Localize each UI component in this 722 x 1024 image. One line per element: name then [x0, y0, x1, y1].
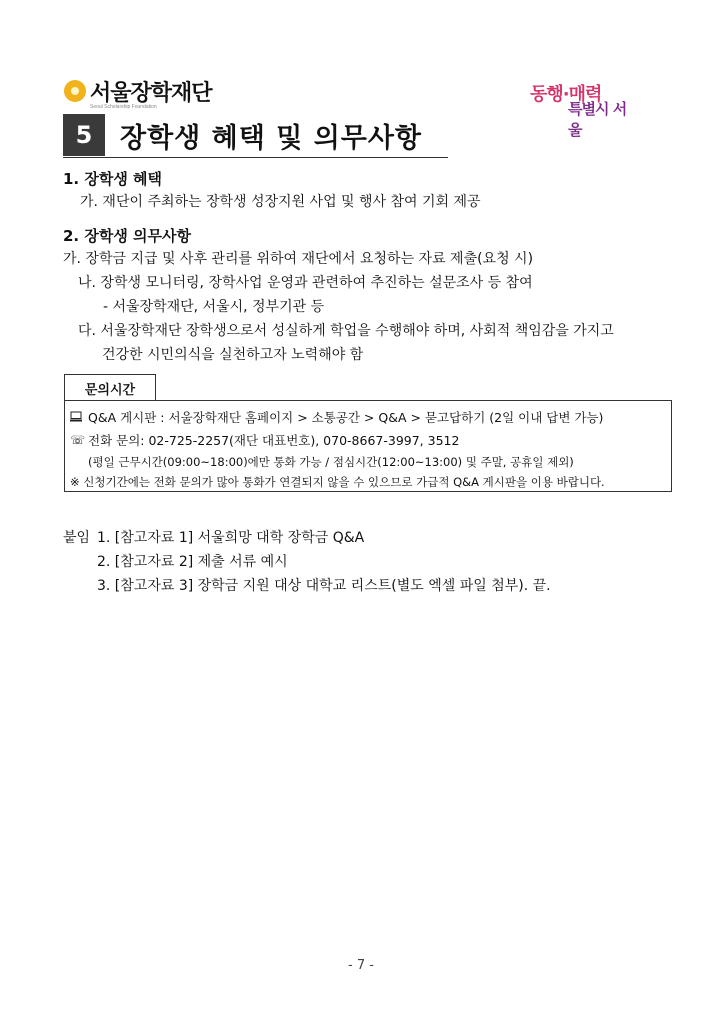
duty-item-da-cont: 건강한 시민의식을 실천하고자 노력해야 함 — [102, 347, 364, 363]
section-divider — [63, 157, 448, 158]
telephone-icon: ☏ — [70, 433, 86, 447]
logo-right-line1: 동행·매력 — [530, 84, 602, 105]
logo-right-line2: 특별시 서울 — [568, 100, 627, 139]
attachment-item: 1. [참고자료 1] 서울희망 대학 장학금 Q&A — [97, 530, 365, 546]
duty-subitem: - 서울장학재단, 서울시, 정부기관 등 — [103, 299, 325, 315]
inquiry-board-text: Q&A 게시판 : 서울장학재단 홈페이지 > 소통공간 > Q&A > 묻고답하기 (2일 이내 답변 가능) — [88, 410, 604, 425]
page-number: - 7 - — [348, 958, 374, 973]
inquiry-board-row — [70, 408, 603, 426]
inquiry-note-text: ※ 신청기간에는 전화 문의가 많아 통화가 연결되지 않을 수 있으므로 가급적 Q&A 게시판을 이용 바랍니다. — [70, 475, 605, 489]
duty-item-na: 나. 장학생 모니터링, 장학사업 운영과 관련하여 추진하는 설문조사 등 참여 — [78, 275, 533, 291]
benefits-heading: 1. 장학생 혜택 — [63, 170, 163, 188]
computer-icon — [70, 410, 83, 425]
inquiry-tab: 문의시간 — [64, 374, 156, 401]
seoul-scholarship-logo — [64, 74, 212, 108]
attachment-item: 3. [참고자료 3] 장학금 지원 대상 대학교 리스트(별도 엑셀 파일 첨부). 끝. — [97, 578, 551, 594]
inquiry-phone-row — [70, 431, 459, 449]
duties-heading: 2. 장학생 의무사항 — [63, 227, 192, 245]
attachments-label: 붙임 — [63, 530, 91, 546]
duty-item-ga: 가. 장학금 지급 및 사후 관리를 위하여 재단에서 요청하는 자료 제출(요청 시) — [63, 251, 534, 267]
section-title: 장학생 혜택 및 의무사항 — [120, 123, 423, 154]
attachment-item: 2. [참고자료 2] 제출 서류 예시 — [97, 554, 288, 570]
section-number: 5 — [63, 114, 105, 156]
duty-item-da: 다. 서울장학재단 장학생으로서 성실하게 학업을 수행해야 하며, 사회적 책임감을 가지고 — [78, 323, 614, 339]
logo-left-text: 서울장학재단 — [90, 80, 212, 106]
logo-badge-icon — [64, 80, 86, 102]
seoul-city-logo — [530, 80, 630, 139]
inquiry-phone-text: 전화 문의: 02-725-2257(재단 대표번호), 070-8667-3997, 3512 — [88, 433, 460, 448]
inquiry-hours-text: (평일 근무시간(09:00~18:00)에만 통화 가능 / 점심시간(12:00~13:00) 및 주말, 공휴일 제외) — [88, 455, 574, 469]
benefit-item: 가. 재단이 주최하는 장학생 성장지원 사업 및 행사 참여 기회 제공 — [80, 194, 481, 210]
logo-left-sub: Seoul Scholarship Foundation — [90, 104, 157, 110]
